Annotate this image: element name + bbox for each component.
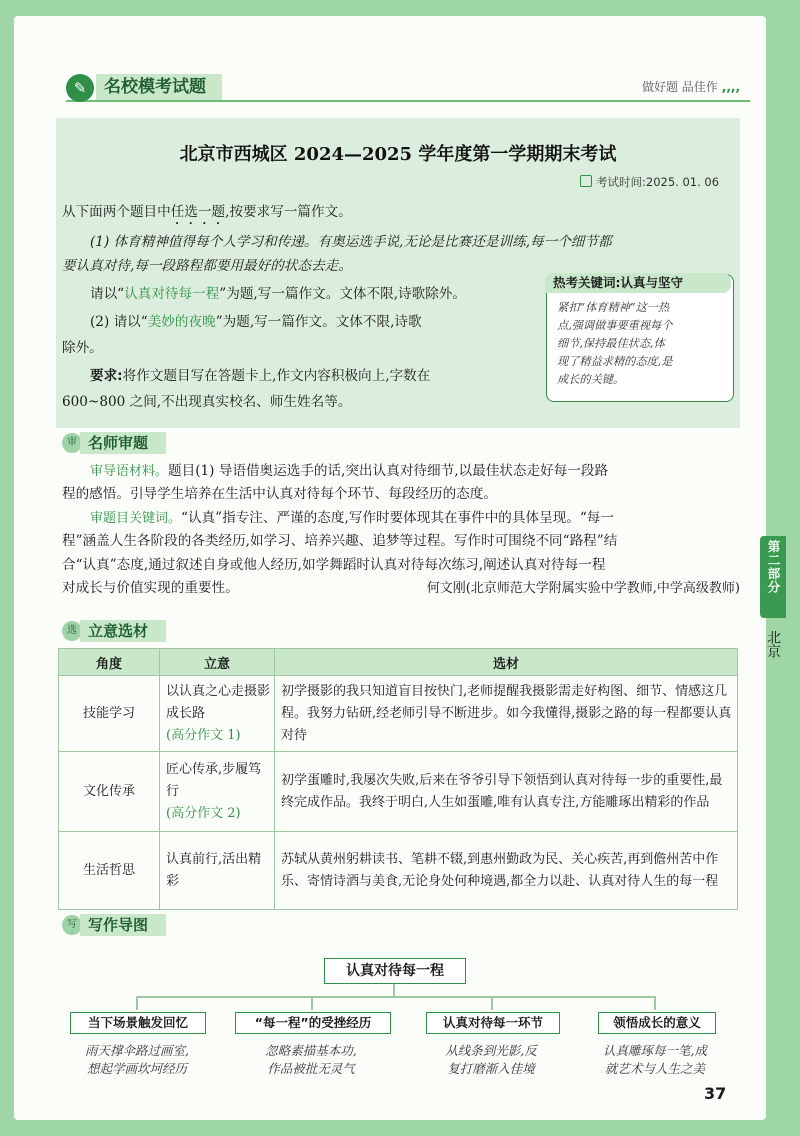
- mindmap-connector: [136, 996, 138, 1010]
- col-angle: 角度: [59, 649, 160, 676]
- mindmap-root: 认真对待每一程: [324, 958, 466, 984]
- table-row: 技能学习 以认真之心走摄影成长路 (高分作文 1) 初学摄影的我只知道盲目按快门,老师提醒我摄影需走好构图、细节、情感这几程。我努力钻研,经老师引导不断进步。如今我懂得,摄影之路的每一程都要认真对待: [59, 676, 738, 752]
- mindmap-connector: [136, 996, 654, 998]
- mindmap-node: 当下场景触发回忆: [70, 1012, 206, 1034]
- mindmap-desc: 认真雕琢每一笔,成 就艺术与人生之美: [603, 1043, 707, 1076]
- choose-header: 选 立意选材: [62, 620, 202, 642]
- mindmap-connector: [491, 996, 493, 1010]
- mindmap-header: 写 写作导图: [62, 914, 202, 936]
- section-header: [66, 76, 750, 102]
- col-material: 选材: [275, 649, 738, 676]
- mindmap-desc: 忽略素描基本功, 作品被批无灵气: [265, 1043, 357, 1076]
- mindmap-node: 领悟成长的意义: [598, 1012, 716, 1034]
- mindmap-node: “每一程”的受挫经历: [235, 1012, 391, 1034]
- mindmap-desc: 从线条到光影,反 复打磨渐入佳境: [445, 1043, 537, 1076]
- mindmap-desc: 雨天撑伞路过画室, 想起学画坎坷经历: [85, 1043, 189, 1076]
- section-header-rule: [66, 100, 750, 102]
- prompt-q1-line1: (1) 体育精神值得每个人学习和传递。有奥运选手说,无论是比赛还是训练,每一个细节都: [90, 234, 612, 250]
- calendar-icon: [580, 175, 592, 187]
- table-row: 生活哲思 认真前行,活出精彩 苏轼从黄州躬耕读书、笔耕不辍,到惠州勤政为民、关心疾苦,再到儋州苦中作乐、寄情诗酒与美食,无论身处何种境遇,都全力以赴、认真对待人生的每一程: [59, 832, 738, 910]
- col-idea: 立意: [160, 649, 275, 676]
- table-row: 文化传承 匠心传承,步履笃行 (高分作文 2) 初学蛋雕时,我屡次失败,后来在爷爷引导下领悟到认真对待每一步的重要性,最终完成作品。我终于明白,人生如蛋雕,唯有认真专注,方能雕琢出精彩的作品: [59, 752, 738, 832]
- prompt-q1-line2: 要认真对待,每一段路程都要用最好的状态去走。: [62, 258, 352, 274]
- mindmap-badge-icon: 写: [62, 915, 82, 935]
- review-body: 审导语材料。题目(1) 导语借奥运选手的话,突出认真对待细节,以最佳状态走好每一段路 程的感悟。引导学生培养在生活中认真对待每个环节、每段经历的态度。 审题目关键词。“认真”指专注、严谨的态度,写作时要体现其在事件中的具体呈现。“每一 程”涵盖人生各阶段的各类经历,如学习、培养兴趣、追梦等过程。写作时可围绕不同“路程”结 合“认真”态度,通过叙述自身或他人经历,如学舞蹈时认真对待每次练习,阐述认真对待每一程 对成长与价值实现的重要性。 何文刚(北京师范大学附属实验中学教师,中学高级教师): [62, 460, 742, 600]
- prompt-q1-task: 请以“认真对待每一程”为题,写一篇作文。文体不限,诗歌除外。: [90, 286, 466, 302]
- mindmap-connector: [393, 984, 395, 996]
- region-label: 北京: [765, 630, 781, 658]
- mindmap-connector: [654, 996, 656, 1010]
- exam-time: 考试时间:2025. 01. 06: [580, 174, 719, 190]
- hot-keyword-body: 紧扣“体育精神”这一热 点,强调做事要重视每个 细节,保持最佳状态,体 现了精益求精的态度,是 成长的关键。: [557, 301, 673, 386]
- pen-icon: ✎: [66, 74, 94, 102]
- hot-keyword-box: [546, 274, 734, 402]
- prompt-q2: (2) 请以“美妙的夜晚”为题,写一篇作文。文体不限,诗歌: [90, 314, 422, 330]
- choose-badge-icon: 选: [62, 621, 82, 641]
- hot-keyword-title: 热考关键词:认真与坚守: [545, 273, 731, 293]
- material-table: [58, 648, 738, 910]
- page-number: 37: [704, 1084, 727, 1103]
- part-tab[interactable]: 第二部分: [760, 536, 786, 618]
- exam-title: 北京市西城区 2024—2025 学年度第一学期期末考试: [179, 144, 617, 165]
- review-header: 审 名师审题: [62, 432, 202, 454]
- section-title: 名校模考试题: [96, 74, 222, 100]
- mindmap-node: 认真对待每一环节: [426, 1012, 560, 1034]
- review-author: 何文刚(北京师范大学附属实验中学教师,中学高级教师): [426, 581, 740, 597]
- prompt-q2-cont: 除外。: [62, 340, 103, 356]
- section-slogan: 做好题 品佳作 ,,,,: [641, 80, 740, 94]
- review-badge-icon: 审: [62, 433, 82, 453]
- mindmap-connector: [311, 996, 313, 1010]
- prompt-requirement-cont: 600~800 之间,不出现真实校名、师生姓名等。: [62, 394, 352, 410]
- prompt-intro: 从下面两个题目中任选一题,按要求写一篇作文。: [62, 204, 352, 220]
- prompt-requirement: 要求:将作文题目写在答题卡上,作文内容积极向上,字数在: [90, 368, 431, 384]
